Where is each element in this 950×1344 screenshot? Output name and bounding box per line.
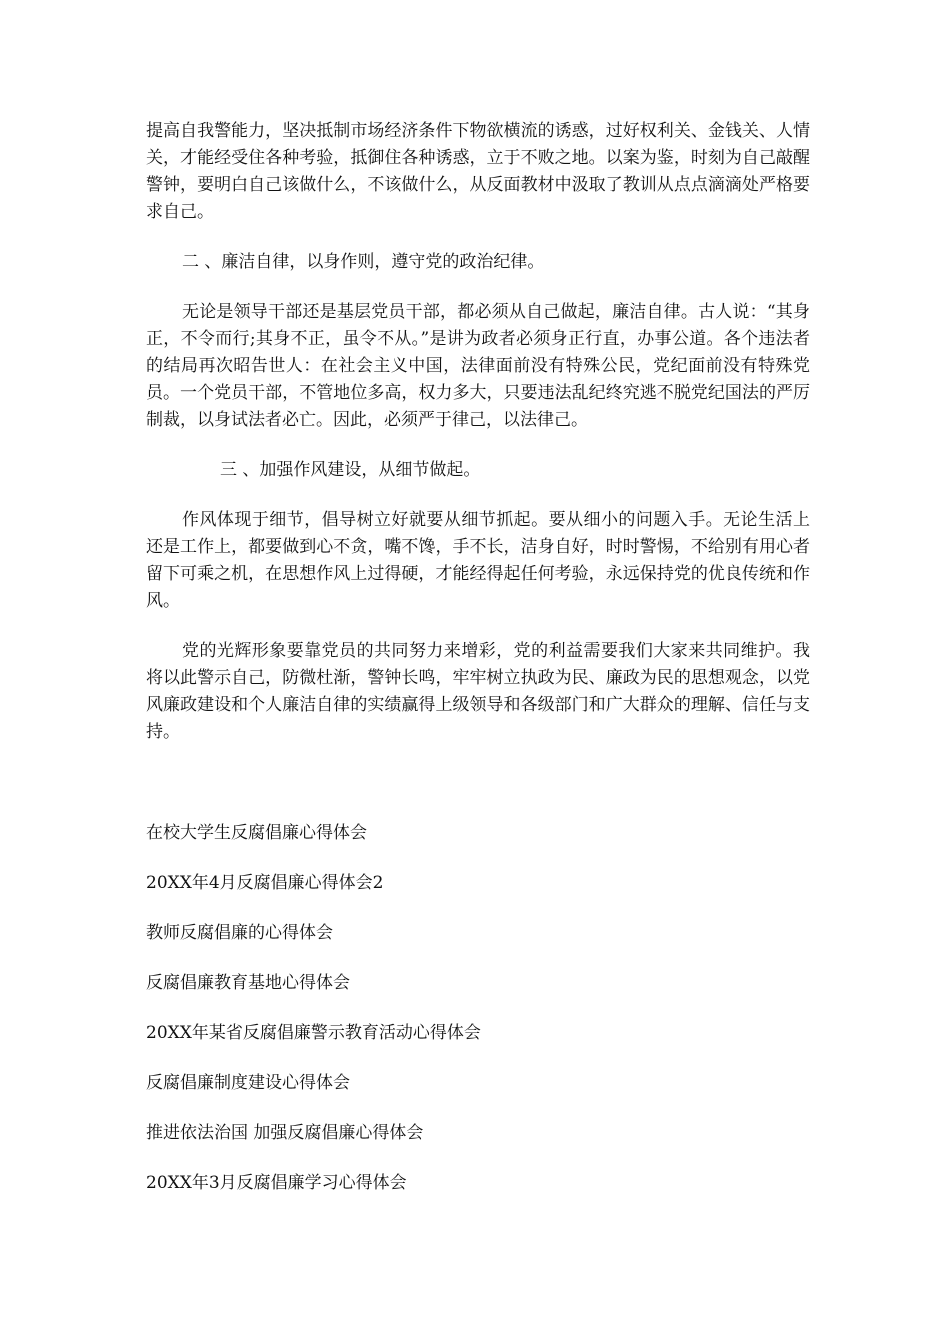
related-article-link[interactable]: 反腐倡廉教育基地心得体会 <box>146 973 350 993</box>
paragraph-1: 提高自我警能力，坚决抵制市场经济条件下物欲横流的诱惑，过好权利关、金钱关、人情关，才能经受住各种考验，抵御住各种诱惑，立于不败之地。以案为鉴，时刻为自己敲醒警钟，要明白自己该做什么，不该做什么，从反面教材中汲取了教训从点点滴滴处严格要求自己。 <box>146 121 810 222</box>
related-article-link[interactable]: 推进依法治国 加强反腐倡廉心得体会 <box>146 1123 424 1143</box>
document-body <box>146 118 810 746</box>
related-article-link[interactable]: 20XX年某省反腐倡廉警示教育活动心得体会 <box>146 1023 481 1043</box>
related-article-link[interactable]: 20XX年4月反腐倡廉心得体会2 <box>146 873 384 893</box>
section-heading-2: 二 、廉洁自律，以身作则，遵守党的政治纪律。 <box>182 252 545 272</box>
paragraph-3: 作风体现于细节，倡导树立好就要从细节抓起。要从细小的问题入手。无论生活上还是工作上，都要做到心不贪，嘴不馋，手不长，洁身自好，时时警惕，不给别有用心者留下可乘之机，在思想作风上过得硬，才能经得起任何考验，永远保持党的优良传统和作风。 <box>146 510 810 611</box>
related-article-link[interactable]: 反腐倡廉制度建设心得体会 <box>146 1073 350 1093</box>
related-article-link[interactable]: 20XX年3月反腐倡廉学习心得体会 <box>146 1173 407 1193</box>
paragraph-4: 党的光辉形象要靠党员的共同努力来增彩，党的利益需要我们大家来共同维护。我将以此警示自己，防微杜渐，警钟长鸣，牢牢树立执政为民、廉政为民的思想观念，以党风廉政建设和个人廉洁自律的实绩赢得上级领导和各级部门和广大群众的理解、信任与支持。 <box>146 641 810 742</box>
related-article-link[interactable]: 教师反腐倡廉的心得体会 <box>146 923 333 943</box>
paragraph-2: 无论是领导干部还是基层党员干部，都必须从自己做起，廉洁自律。古人说：“其身正，不令而行;其身不正，虽令不从。”是讲为政者必须身正行直，办事公道。各个违法者的结局再次昭告世人：在社会主义中国，法律面前没有特殊公民，党纪面前没有特殊党员。一个党员干部，不管地位多高，权力多大，只要违法乱纪终究逃不脱党纪国法的严厉制裁，以身试法者必亡。因此，必须严于律己，以法律己。 <box>146 302 810 430</box>
related-articles-list <box>146 820 810 1220</box>
related-article-link[interactable]: 在校大学生反腐倡廉心得体会 <box>146 823 367 843</box>
section-heading-3: 三 、加强作风建设，从细节做起。 <box>220 460 481 480</box>
